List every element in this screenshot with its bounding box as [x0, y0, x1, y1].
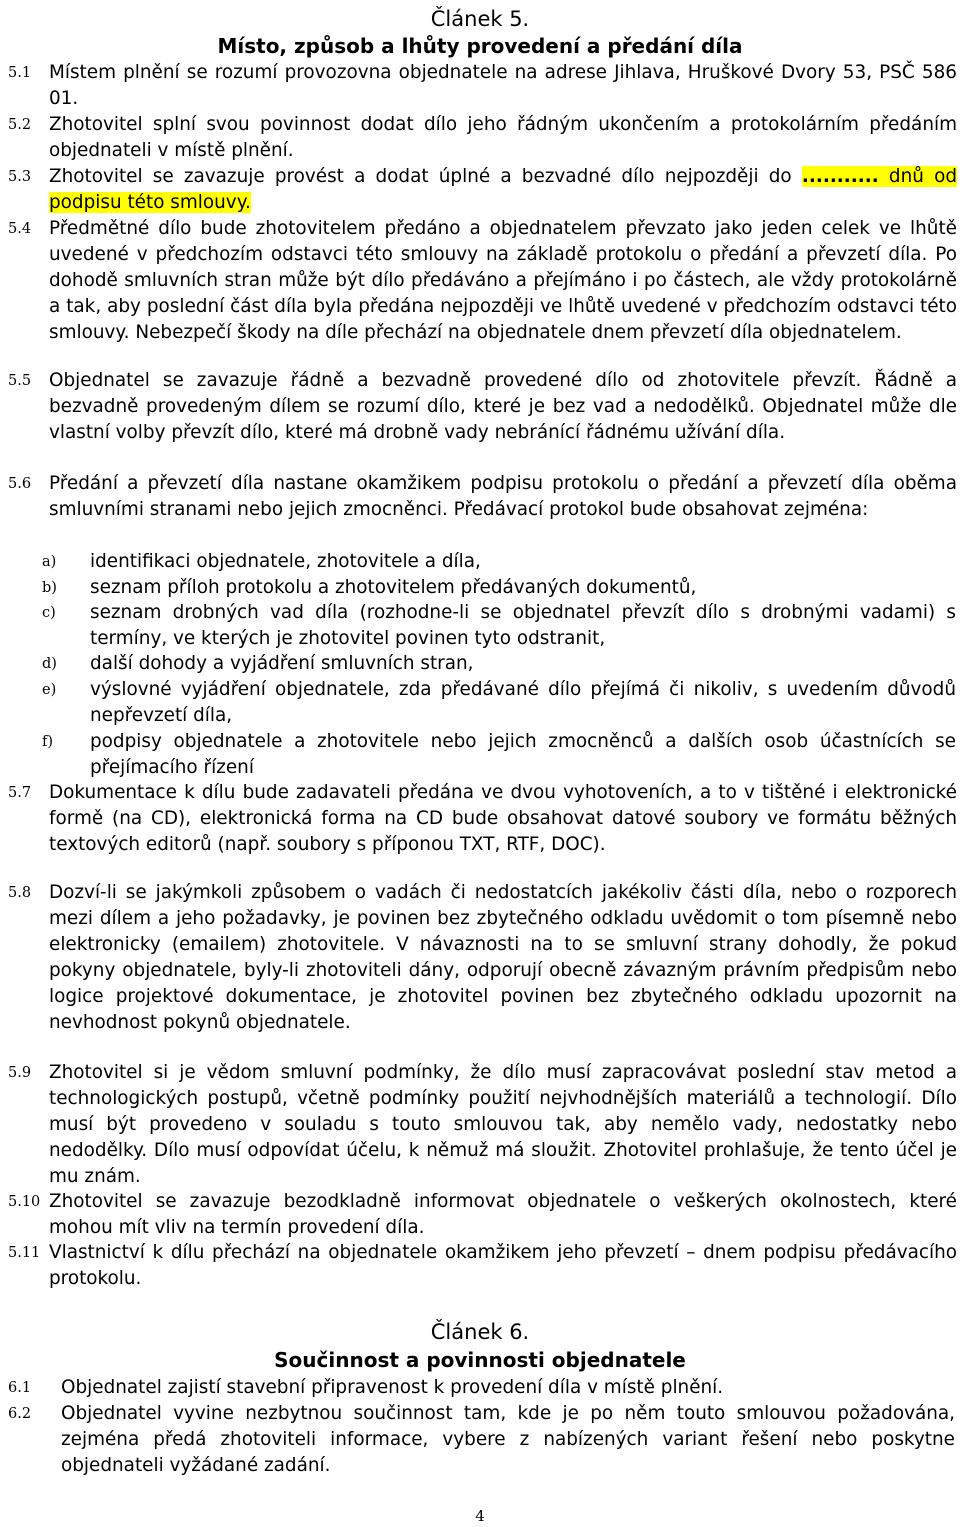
list-item: podpisy objednatele a zhotovitele nebo jejich zmocněnců a dalších osob účastnících se přejímacího řízení — [90, 731, 956, 778]
clause-number: 5.7 — [8, 785, 32, 801]
list-marker: f) — [42, 734, 54, 750]
clause-number: 5.5 — [8, 373, 32, 389]
clause-number: 5.4 — [8, 221, 32, 237]
article-5-label: Článek 5. — [430, 7, 530, 31]
article-5-title: Místo, způsob a lhůty provedení a předání díla — [217, 34, 743, 58]
list-marker: a) — [42, 554, 57, 570]
article-6-title: Součinnost a povinnosti objednatele — [274, 1348, 686, 1372]
clause-number: 5.6 — [8, 476, 32, 492]
list-item: identifikaci objednatele, zhotovitele a díla, — [90, 551, 481, 572]
clause-number: 5.1 — [8, 65, 32, 81]
clause-text: Místem plnění se rozumí provozovna objednatele na adrese Jihlava, Hruškové Dvory 53, PSČ 586 01. — [49, 62, 957, 109]
clause-text: Dokumentace k dílu bude zadavateli předána ve dvou vyhotoveních, a to v tištěné i elektronické formě (na CD), elektronická forma na CD bude obsahovat datové soubory ve formátu běžných textových editorů (např. soubory s příponou TXT, RTF, DOC). — [49, 782, 957, 855]
clause-number: 5.3 — [8, 169, 32, 185]
page-number: 4 — [475, 1507, 485, 1525]
list-marker: e) — [42, 682, 57, 698]
clause-text: Vlastnictví k dílu přechází na objednatele okamžikem jeho převzetí – dnem podpisu předávacího protokolu. — [49, 1242, 957, 1289]
clause-number: 5.2 — [8, 117, 32, 133]
list-item: seznam příloh protokolu a zhotovitelem předávaných dokumentů, — [90, 577, 697, 598]
list-item: seznam drobných vad díla (rozhodne-li se objednatel převzít dílo s drobnými vadami) s termíny, ve kterých je zhotovitel povinen tyto odstranit, — [90, 602, 956, 649]
clause-number: 5.11 — [8, 1245, 41, 1261]
list-item: další dohody a vyjádření smluvních stran, — [90, 653, 474, 674]
deadline-text: dnů od podpisu této smlouvy. — [49, 166, 957, 213]
list-marker: c) — [42, 605, 56, 621]
clause-number: 5.9 — [8, 1065, 32, 1081]
clause-text: Dozví-li se jakýmkoli způsobem o vadách či nedostatcích jakékoliv části díla, nebo o rozporech mezi dílem a jeho požadavky, je povinen bez zbytečného odkladu uvědomit o tom písemně nebo elektronicky (emailem) zhotovitele. V návaznosti na to se smluvní strany dohodly, že pokud pokyny objednatele, byly-li zhotoviteli dány, odporují obecně závazným právním předpisům nebo logice projektové dokumentace, je zhotovitel povinen bez zbytečného odkladu upozornit na nevhodnost pokynů objednatele. — [49, 882, 957, 1033]
clause-text-part: Zhotovitel se zavazuje provést a dodat úplné a bezvadné dílo nejpozději do — [49, 166, 792, 187]
clause-text: Objednatel vyvine nezbytnou součinnost tam, kde je po něm touto smlouvou požadována, zejména předá zhotoviteli informace, vybere z nabízených variant řešení nebo poskytne objednateli vyžádané zadání. — [61, 1403, 955, 1476]
clause-text: Zhotovitel si je vědom smluvní podmínky, že dílo musí zapracovávat poslední stav metod a technologických postupů, včetně podmínky použití nejvhodnějších materiálů a technologií. Dílo musí být provedeno v souladu s touto smlouvou tak, aby nemělo vady, nedostatky nebo nedodělky. Dílo musí odpovídat účelu, k němuž má sloužit. Zhotovitel prohlašuje, že tento účel je mu znám. — [49, 1062, 957, 1187]
clause-number: 6.1 — [8, 1380, 32, 1396]
article-6-label: Článek 6. — [430, 1320, 530, 1344]
clause-text — [49, 164, 957, 216]
clause-text: Zhotovitel se zavazuje bezodkladně informovat objednatele o veškerých okolnostech, které mohou mít vliv na termín provedení díla. — [49, 1191, 957, 1238]
clause-number: 5.8 — [8, 885, 32, 901]
clause-text: Objednatel se zavazuje řádně a bezvadně provedené dílo od zhotovitele převzít. Řádně a bezvadně provedeným dílem se rozumí dílo, které je bez vad a nedodělků. Objednatel může dle vlastní volby převzít dílo, které má drobně vady nebránící řádnému užívání díla. — [49, 370, 957, 443]
list-marker: d) — [42, 656, 57, 672]
clause-text: Předmětné dílo bude zhotovitelem předáno a objednatelem převzato jako jeden celek ve lhůtě uvedené v předchozím odstavci této smlouvy na základě protokolu o předání a převzetí díla. Po dohodě smluvních stran může být dílo předáváno a přejímáno i po částech, ale vždy protokolárně a tak, aby poslední část díla byla předána nejpozději ve lhůtě uvedené v předchozím odstavci této smlouvy. Nebezpečí škody na díle přechází na objednatele dnem převzetí díla objednatelem. — [49, 218, 957, 343]
list-item: výslovné vyjádření objednatele, zda předávané dílo přejímá či nikoliv, s uvedením důvodů nepřevzetí díla, — [90, 679, 956, 726]
clause-text: Zhotovitel splní svou povinnost dodat dílo jeho řádným ukončením a protokolárním předáním objednateli v místě plnění. — [49, 114, 957, 161]
list-marker: b) — [42, 580, 57, 596]
clause-number: 5.10 — [8, 1194, 41, 1210]
clause-text: Předání a převzetí díla nastane okamžikem podpisu protokolu o předání a převzetí díla oběma smluvními stranami nebo jejich zmocněnci. Předávací protokol bude obsahovat zejména: — [49, 473, 957, 520]
clause-number: 6.2 — [8, 1406, 32, 1422]
clause-text: Objednatel zajistí stavební připravenost k provedení díla v místě plnění. — [61, 1377, 724, 1398]
deadline-blank: ........... — [801, 166, 879, 187]
